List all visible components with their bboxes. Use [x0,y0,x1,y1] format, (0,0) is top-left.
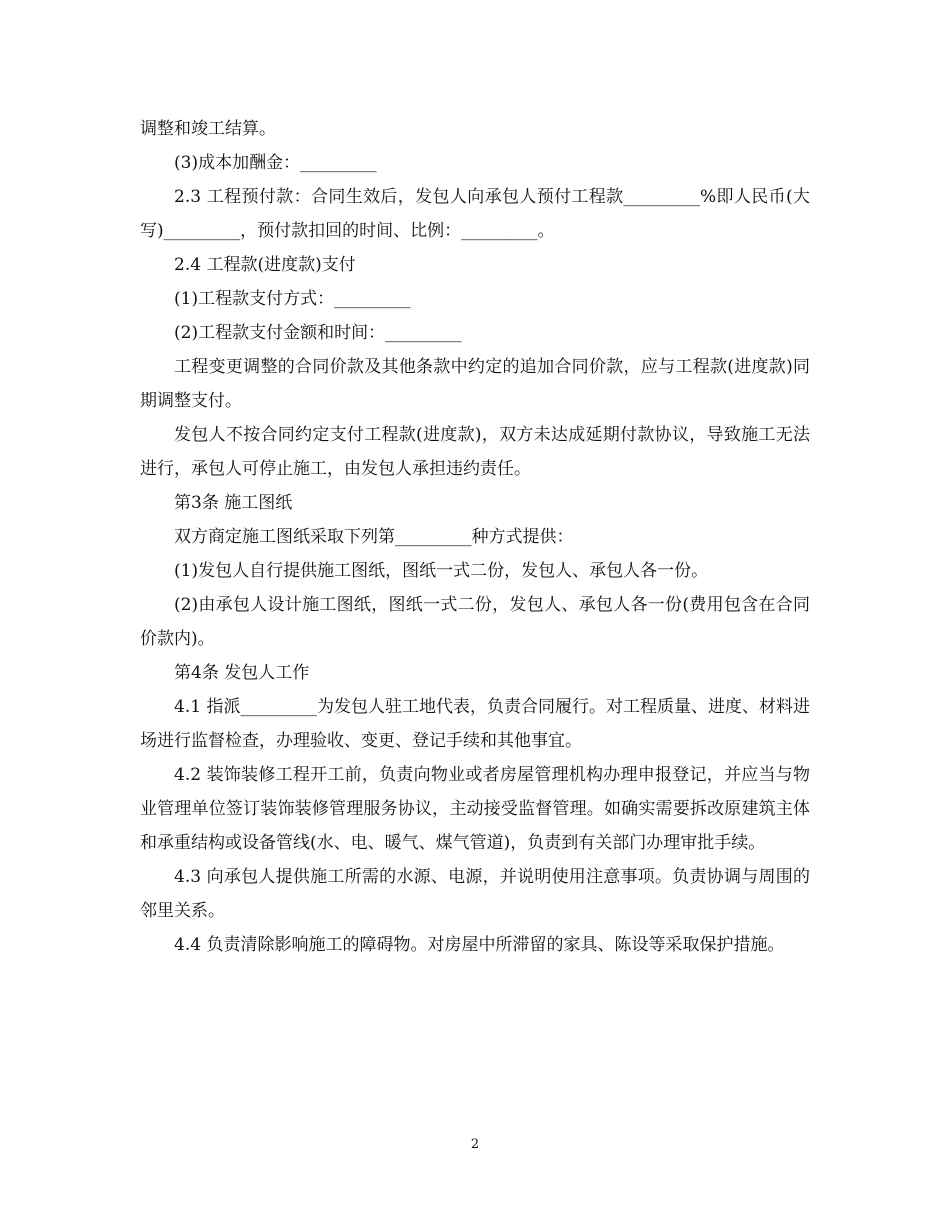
paragraph-clause-2-4-heading: 2.4 工程款(进度款)支付 [174,255,356,275]
paragraph-payment-amount-time: (2)工程款支付金额和时间：_________ [174,323,462,343]
paragraph-cost-plus-fee: (3)成本加酬金：_________ [174,153,377,173]
paragraph-clause-4-2: 4.2 装饰装修工程开工前，负责向物业或者房屋管理机构办理申报登记，并应当与物业管理单位签订装饰装修管理服务协议，主动接受监督管理。如确实需要拆改原建筑主体和承重结构或设备管线(水、电、暖气、煤气管道)，负责到有关部门办理审批手续。 [140,765,810,853]
paragraph-continuation: 调整和竣工结算。 [140,119,276,139]
paragraph-clause-4-4: 4.4 负责清除影响施工的障碍物。对房屋中所滞留的家具、陈设等采取保护措施。 [174,935,785,955]
paragraph-payment-method: (1)工程款支付方式：_________ [174,289,411,309]
paragraph-clause-4-3: 4.3 向承包人提供施工所需的水源、电源，并说明使用注意事项。负责协调与周围的邻里关系。 [140,867,810,921]
paragraph-change-adjustment: 工程变更调整的合同价款及其他条款中约定的追加合同价款，应与工程款(进度款)同期调整支付。 [140,357,810,411]
paragraph-late-payment: 发包人不按合同约定支付工程款(进度款)，双方未达成延期付款协议，导致施工无法进行，承包人可停止施工，由发包人承担违约责任。 [140,425,810,479]
paragraph-clause-2-3: 2.3 工程预付款：合同生效后，发包人向承包人预付工程款_________%即人民币(大写)_________，预付款扣回的时间、比例：_________。 [140,187,810,241]
paragraph-clause-4-1: 4.1 指派_________为发包人驻工地代表，负责合同履行。对工程质量、进度、材料进场进行监督检查，办理验收、变更、登记手续和其他事宜。 [140,697,810,751]
document-body [140,112,810,962]
paragraph-drawing-option-2: (2)由承包人设计施工图纸，图纸一式二份，发包人、承包人各一份(费用包含在合同价款内)。 [140,595,810,649]
page-number: 2 [470,1137,480,1152]
paragraph-drawing-option-1: (1)发包人自行提供施工图纸，图纸一式二份，发包人、承包人各一份。 [174,561,709,581]
heading-article-4: 第4条 发包人工作 [174,663,310,683]
heading-article-3: 第3条 施工图纸 [174,493,293,513]
paragraph-drawing-method: 双方商定施工图纸采取下列第_________种方式提供： [174,527,574,547]
